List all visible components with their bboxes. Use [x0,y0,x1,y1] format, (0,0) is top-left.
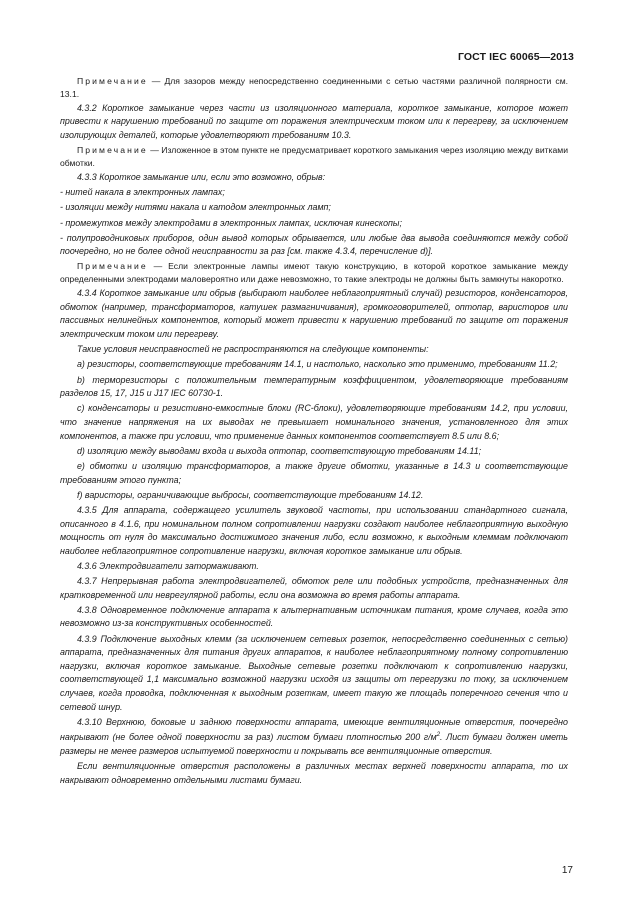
clause-paragraph: c) конденсаторы и резистивно-емкостные блоки (RC-блоки), удовлетворяющие требованиям 14.2, при условии, что значение напряжения на их выводах не превышает номинального значения, установленного для этих компонентов, а также при условии, что применение данных компонентов соответствует 8.5 или 8.6; [60,403,568,441]
clause-paragraph: 4.3.8 Одновременное подключение аппарата к альтернативным источникам питания, кроме случаев, когда это невозможно из-за конструктивных особенностей. [60,604,568,629]
clause-paragraph: 4.3.9 Подключение выходных клемм (за исключением сетевых розеток, непосредственно соединенных с сетью) аппарата, предназначенных для питания других аппаратов, к наиболее неблагоприятному полному сопротивлению нагрузки, включая короткое замыкание. Выходные сетевые розетки подключают к сопротивлению нагрузки, соответствующей 1,1 максимально возможной нагрузки исходя из защиты от перегрузки по току, за исключением случаев, когда проводка, подключенная к выходным розеткам, имеет такую же площадь поперечного сечения что и сетевой шнур. [60,633,568,712]
clause-text: 4.3.10 Верхнюю, боковые и заднюю поверхности аппарата, имеющие вентиляционные отверстия, поочередно накрывают (не более одной поверхности за раз) листом бумаги плотностью 200 г/м [60,716,568,743]
clause-paragraph: 4.3.5 Для аппарата, содержащего усилитель звуковой частоты, при использовании стандартного сигнала, описанного в 4.1.6, при номинальном полном сопротивлении нагрузки создают наиболее неблагоприятную выходную мощность от нуля до максимально достижимого значения либо, если возможно, к выходным клеммам подключают наиболее неблагоприятное сопротивление нагрузки, включая короткое замыкание или обрыв. [60,504,568,556]
note-text: — Изложенное в этом пункте не предусматривает короткого замыкания через изоляцию между витками обмотки. [60,145,568,168]
note-label: Примечание [77,261,148,272]
note-label: Примечание [77,145,148,156]
clause-paragraph: 4.3.2 Короткое замыкание через части из изоляционного материала, короткое замыкание, которое может привести к нарушению требований по защите от поражения электрическим током или к перегреву, за исключением изолирующих деталей, которые удовлетворяют требованиям 10.3. [60,102,568,140]
clause-paragraph: 4.3.4 Короткое замыкание или обрыв (выбирают наиболее неблагоприятный случай) резисторов, конденсаторов, обмоток (например, трансформаторов, катушек размагничивания), громкоговорителей, оптопар, варисторов или пассивных нелинейных компонентов, который может привести к нарушению требований по защите от поражения электрическим током или перегреву. [60,288,568,340]
note-paragraph [60,260,568,285]
note-paragraph [60,75,568,100]
list-item: - промежутков между электродами в электронных лампах, исключая кинескопы; [60,217,402,228]
list-item: - нитей накала в электронных лампах; [60,187,225,198]
page-number: 17 [561,865,573,876]
clause-paragraph: 4.3.7 Непрерывная работа электродвигателей, обмоток реле или подобных устройств, предназначенных для кратковременной или неврегулярной работы, если она возможна во время работы аппарата. [60,576,568,600]
clause-text-continued: . Лист бумаги должен иметь размеры не менее размеров испытуемой поверхности и покрывать все вентиляционные отверстия. [60,732,568,756]
document-body [60,75,568,789]
clause-paragraph: 4.3.6 Электродвигатели затормаживают. [77,560,259,571]
clause-paragraph: Если вентиляционные отверстия расположены в различных местах верхней поверхности аппарата, то их накрывают одновременно отдельными листами бумаги. [60,761,568,785]
note-label: Примечание [77,76,148,86]
clause-paragraph: d) изоляцию между выводами входа и выхода оптопар, соответствующую требованиям 14.11; [77,445,482,456]
clause-paragraph: b) терморезисторы с положительным температурным коэффициентом, удовлетворяющие требованиям разделов 15, 17, J15 и J17 IEC 60730-1. [60,374,568,399]
clause-paragraph: 4.3.3 Короткое замыкание или, если это возможно, обрыв: [77,171,326,182]
clause-paragraph: e) обмотки и изоляцию трансформаторов, а также другие обмотки, указанные в 14.3 и соответствующие требованиям этого пункта; [60,460,568,485]
unit-superscript: 2 [436,732,441,739]
clause-paragraph: a) резисторы, соответствующие требованиям 14.1, и настолько, насколько это применимо, требованиям 11.2; [77,359,558,370]
note-text: — Для зазоров между непосредственно соединенными с сетью частями различной полярности см. 13.1. [60,76,568,99]
note-text: — Если электронные лампы имеют такую конструкцию, в которой короткое замыкание между определенными электродами маловероятно или даже невозможно, то такие электроды не должны быть замкнуты накоротко. [60,261,568,285]
list-item: - изоляции между нитями накала и катодом электронных ламп; [60,202,331,213]
clause-paragraph: Такие условия неисправностей не распространяются на следующие компоненты: [77,344,429,355]
list-item: - полупроводниковых приборов, один вывод которых обрывается, или любые два вывода соединяются между собой поочередно, но не более одной неисправности за раз [см. также 4.3.4, перечисление d)]. [60,232,568,257]
note-paragraph [60,144,568,169]
clause-paragraph: f) варисторы, ограничивающие выбросы, соответствующие требованиям 14.12. [77,489,424,500]
clause-paragraph [60,716,568,759]
document-header: ГОСТ IEC 60065—2013 [457,51,574,63]
